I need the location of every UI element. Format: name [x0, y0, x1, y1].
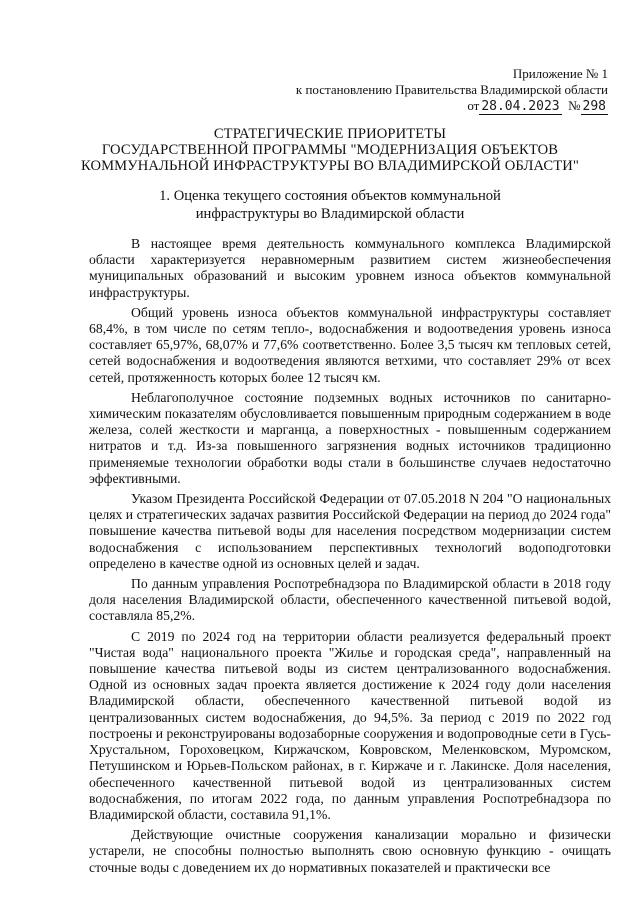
section-heading-line-1: 1. Оценка текущего состояния объектов коммунальной — [159, 188, 501, 204]
title-line-3: КОММУНАЛЬНОЙ ИНФРАСТРУКТУРЫ ВО ВЛАДИМИРСКОЙ ОБЛАСТИ" — [81, 158, 579, 174]
appendix-header — [248, 66, 608, 115]
paragraph-treatment-facilities: Действующие очистные сооружения канализации морально и физически устарели, не способны полностью выполнять свою основную функцию - очищать сточные воды с доведением их до нормативных показателей и практически все — [89, 827, 611, 875]
resolution-date: 28.04.2023 — [481, 99, 560, 114]
date-prefix: от — [467, 98, 480, 113]
title-line-2: ГОСУДАРСТВЕННОЙ ПРОГРАММЫ "МОДЕРНИЗАЦИЯ ОБЪЕКТОВ — [101, 142, 559, 158]
paragraph-water-sources: Неблагополучное состояние подземных водных источников по санитарно-химическим показателям обусловливается повышенным природным содержанием в воде железа, солей жесткости и марганца, а поверхностных - повышенным содержанием нитратов и т.д. Из-за повышенного загрязнения водных источников традиционно применяемые технологии обработки воды стали в большинстве случаев недостаточно эффективными. — [89, 389, 611, 486]
resolution-number: 298 — [582, 99, 606, 114]
paragraph-intro: В настоящее время деятельность коммунального комплекса Владимирской области характеризуется неравномерным развитием систем жизнеобеспечения муниципальных образований и высоким уровнем износа объектов коммунальной инфраструктуры. — [89, 236, 611, 300]
section-heading — [100, 187, 560, 223]
title-line-1: СТРАТЕГИЧЕСКИЕ ПРИОРИТЕТЫ — [213, 126, 447, 142]
paragraph-clean-water-project: С 2019 по 2024 год на территории области реализуется федеральный проект "Чистая вода" национального проекта "Жилье и городская среда", направленный на повышение качества питьевой воды из систем централизованного водоснабжения. Одной из основных задач проекта является достижение к 2024 году доли населения Владимирской области, обеспеченного качественной питьевой водой из централизованных систем водоснабжения, до 94,5%. За период с 2019 по 2022 год построены и реконструированы водозаборные сооружения и водопроводные сети в Гусь-Хрустальном, Гороховецком, Киржачском, Ковровском, Меленковском, Муромском, Петушинском и Юрьев-Польском районах, в г. Киржаче и г. Лакинске. Доля населения, обеспеченного качественной питьевой водой из централизованных систем водоснабжения, по итогам 2022 года, по данным управления Роспотребнадзора по Владимирской области, составила 91,1%. — [89, 628, 611, 822]
appendix-label: Приложение № 1 — [512, 66, 608, 81]
section-heading-line-2: инфраструктуры во Владимирской области — [195, 206, 465, 222]
number-prefix: № — [568, 98, 581, 113]
paragraph-wear-level: Общий уровень износа объектов коммунальной инфраструктуры составляет 68,4%, в том числе по сетям тепло-, водоснабжения и водоотведения уровень износа составляет 65,97%, 68,07% и 77,6% соответственно. Более 3,5 тысяч км тепловых сетей, сетей водоснабжения и водоотведения являются ветхими, что составляет 29% от всех сетей, протяженность которых более 12 тысяч км. — [89, 304, 611, 385]
resolution-reference: к постановлению Правительства Владимирской области — [295, 82, 608, 97]
document-body — [89, 236, 611, 880]
paragraph-rospotrebnadzor-2018: По данным управления Роспотребнадзора по Владимирской области в 2018 году доля населения Владимирской области, обеспеченного качественной питьевой водой, составляла 85,2%. — [89, 576, 611, 624]
resolution-date-number — [248, 98, 608, 115]
document-title — [60, 126, 600, 174]
paragraph-presidential-decree: Указом Президента Российской Федерации от 07.05.2018 N 204 "О национальных целях и стратегических задачах развития Российской Федерации на период до 2024 года" повышение качества питьевой воды для населения посредством модернизации систем водоснабжения с использованием перспективных технологий водоподготовки определено в качестве одной из основных целей и задач. — [89, 491, 611, 571]
